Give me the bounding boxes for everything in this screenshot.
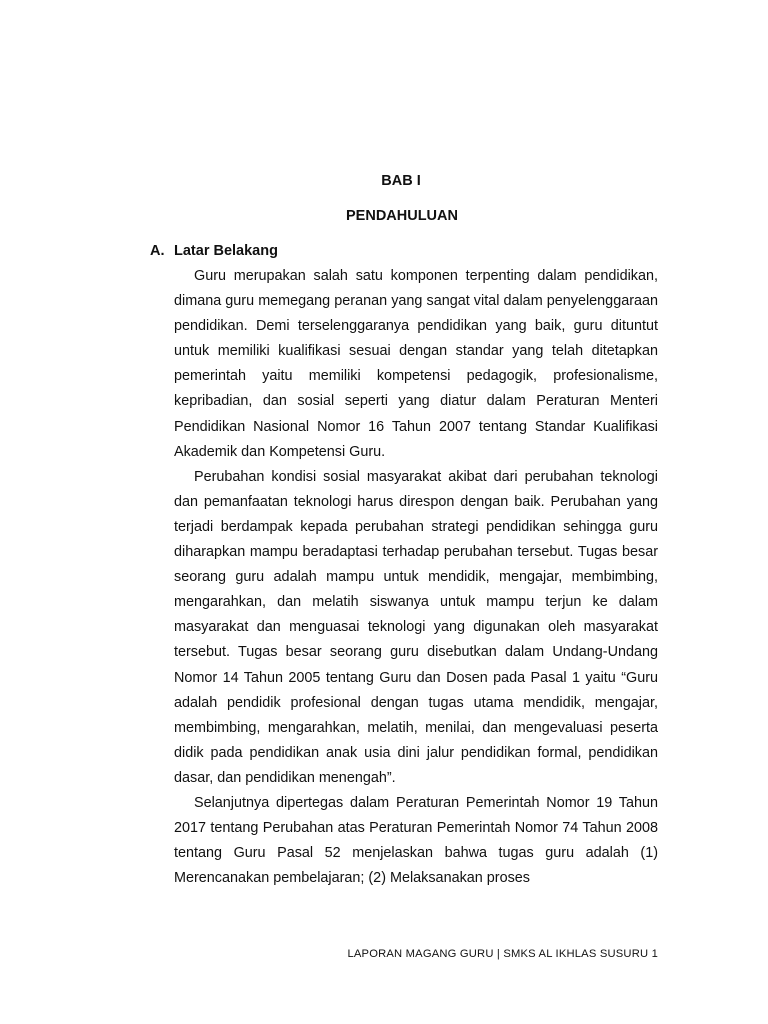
section-heading <box>150 241 278 261</box>
page-footer: LAPORAN MAGANG GURU | SMKS AL IKHLAS SUSURU 1 <box>347 948 658 960</box>
paragraph-3: Selanjutnya dipertegas dalam Peraturan Pemerintah Nomor 19 Tahun 2017 tentang Perubahan atas Peraturan Pemerintah Nomor 74 Tahun 2008 tentang Guru Pasal 52 menjelaskan bahwa tugas guru adalah (1) Merencanakan pembelajaran; (2) Melaksanakan proses <box>174 794 658 887</box>
paragraph-2: Perubahan kondisi sosial masyarakat akibat dari perubahan teknologi dan pemanfaatan teknologi harus direspon dengan baik. Perubahan yang terjadi berdampak kepada perubahan strategi pendidikan sehingga guru diharapkan mampu beradaptasi terhadap perubahan tersebut. Tugas besar seorang guru adalah mampu untuk mendidik, mengajar, membimbing, mengarahkan, dan melatih siswanya untuk mampu terjun ke dalam masyarakat dan menguasai teknologi yang digunakan oleh masyarakat tersebut. Tugas besar seorang guru disebutkan dalam Undang-Undang Nomor 14 Tahun 2005 tentang Guru dan Dosen pada Pasal 1 yaitu “Guru adalah pendidik profesional dengan tugas utama mendidik, mengajar, membimbing, mengarahkan, melatih, menilai, dan mengevaluasi peserta didik pada pendidikan anak usia dini jalur pendidikan formal, pendidikan dasar, dan pendidikan menengah”. <box>174 468 658 786</box>
body-text <box>174 264 658 891</box>
section-number: A. <box>150 243 165 259</box>
chapter-title: PENDAHULUAN <box>346 208 458 224</box>
paragraph-1: Guru merupakan salah satu komponen terpenting dalam pendidikan, dimana guru memegang peranan yang sangat vital dalam penyelenggaraan pendidikan. Demi terselenggaranya pendidikan yang baik, guru dituntut untuk memiliki kualifikasi sesuai dengan standar yang telah ditetapkan pemerintah yaitu memiliki kompetensi pedagogik, profesionalisme, kepribadian, dan sosial seperti yang diatur dalam Peraturan Menteri Pendidikan Nasional Nomor 16 Tahun 2007 tentang Standar Kualifikasi Akademik dan Kompetensi Guru. <box>174 268 658 460</box>
section-title: Latar Belakang <box>174 243 278 259</box>
chapter-number: BAB I <box>381 173 421 189</box>
